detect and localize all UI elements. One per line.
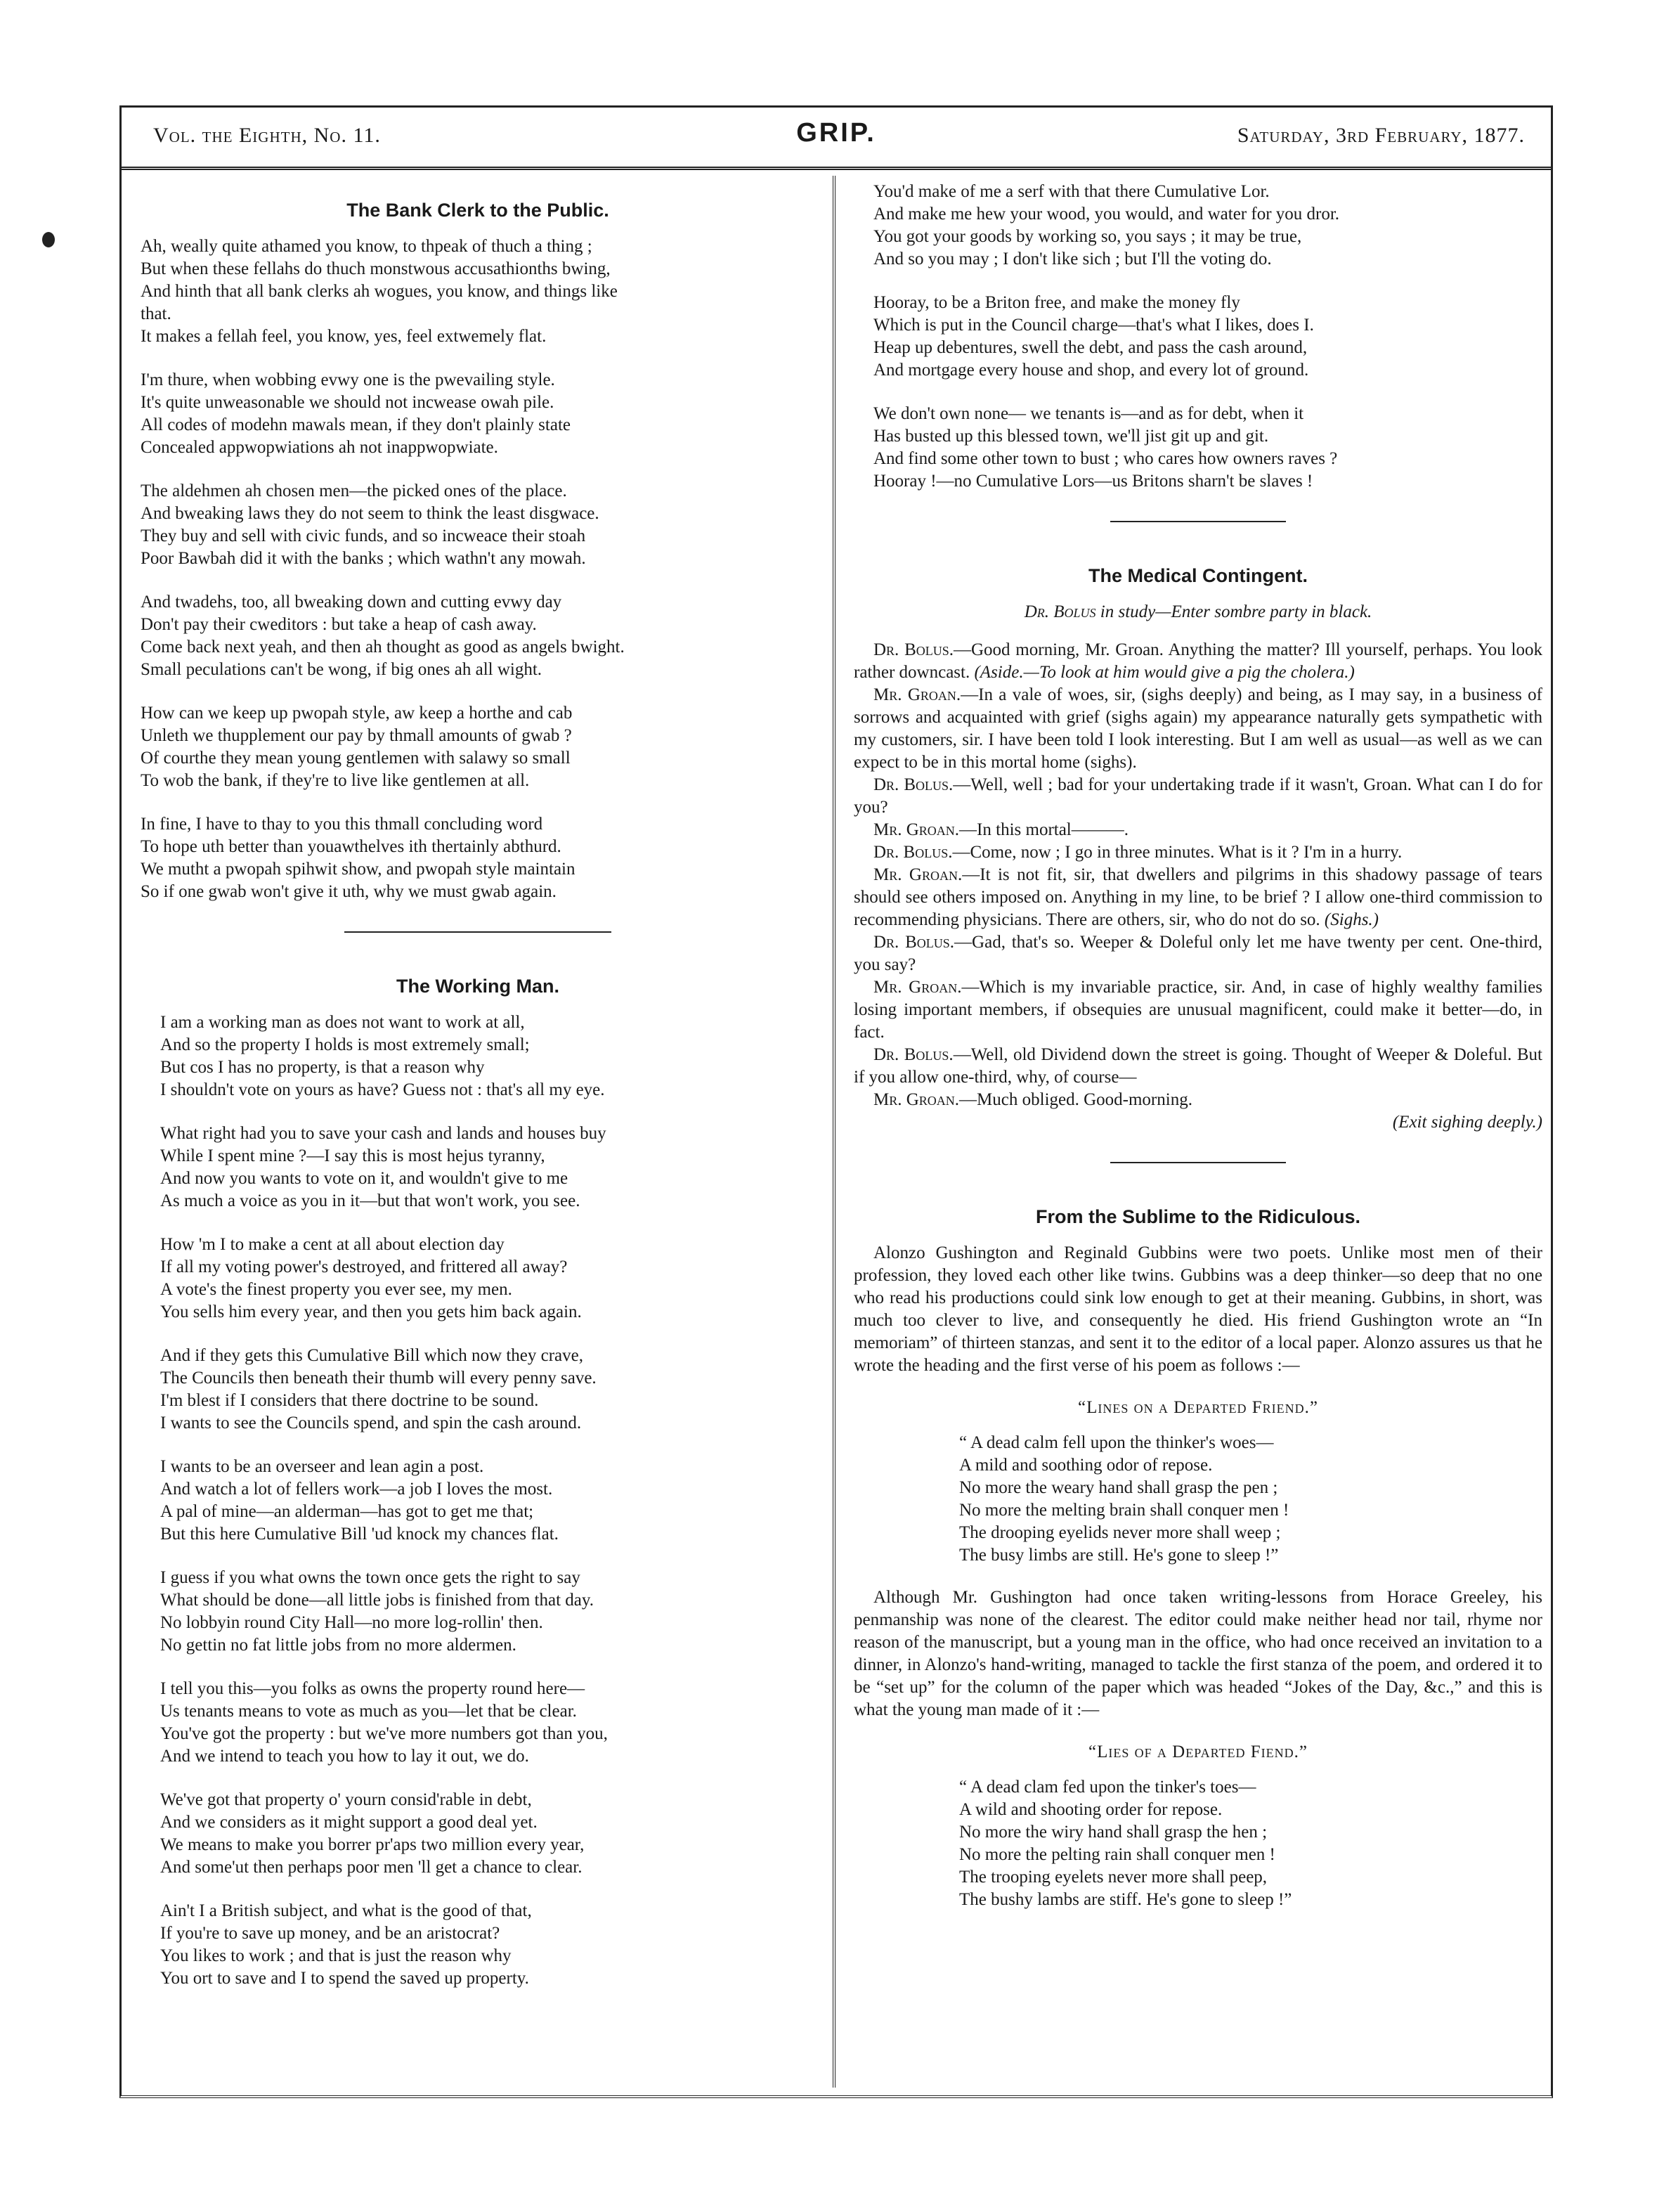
poem-line: The aldehmen ah chosen men—the picked ones of the place.: [141, 481, 567, 500]
poem-line: How can we keep up pwopah style, aw keep a horthe and cab: [141, 704, 573, 723]
poem-line: I wants to be an overseer and lean agin a post.: [160, 1457, 484, 1476]
speaker-name: Mr. Groan.: [873, 865, 963, 884]
right-column: [854, 182, 1542, 1931]
volume-number: Vol. the Eighth, No. 11.: [153, 124, 381, 147]
speaker-name: Dr. Bolus.: [873, 640, 954, 659]
poem-line: A mild and soothing odor of repose.: [959, 1456, 1213, 1475]
working-man-stanza: [854, 292, 1542, 382]
poem-line: Unleth we thupplement our pay by thmall amounts of gwab ?: [141, 726, 572, 745]
poem-line: Has busted up this blessed town, we'll jist git up and git.: [873, 427, 1269, 446]
margin-mark: [42, 232, 55, 247]
poem-line: No gettin no fat little jobs from no more aldermen.: [160, 1636, 516, 1655]
poem-line: I tell you this—you folks as owns the property round here—: [160, 1679, 585, 1698]
poem-line: No more the wiry hand shall grasp the hen ;: [959, 1823, 1268, 1842]
poem-line: Which is put in the Council charge—that's what I likes, does I.: [873, 316, 1314, 335]
masthead: [119, 105, 1553, 170]
poem-line: And we considers as it might support a good deal yet.: [160, 1813, 538, 1832]
working-man-stanza: [854, 181, 1542, 271]
poem-line: Heap up debentures, swell the debt, and pass the cash around,: [873, 338, 1308, 357]
exit-direction: (Exit sighing deeply.): [1392, 1113, 1542, 1132]
poem-line: I am a working man as does not want to work at all,: [160, 1013, 525, 1032]
poem-line: “ A dead clam fed upon the tinker's toes—: [959, 1778, 1256, 1797]
poem-line: And some'ut then perhaps poor men 'll get a chance to clear.: [160, 1858, 583, 1877]
section-rule: [344, 931, 611, 933]
working-man-stanza: [141, 1123, 815, 1212]
working-man-title: The Working Man.: [396, 976, 559, 997]
speaker-name: Mr. Groan.: [873, 685, 961, 704]
medical-dialogue: [854, 639, 1542, 1111]
stage-direction-text: in study—Enter sombre party in black.: [1095, 602, 1372, 621]
poem-line: But this here Cumulative Bill 'ud knock my chances flat.: [160, 1525, 559, 1544]
issue-date: Saturday, 3rd February, 1877.: [1237, 124, 1525, 147]
poem-line: They buy and sell with civic funds, and so incweace their stoah: [141, 526, 586, 545]
poem-line: I shouldn't vote on yours as have? Guess not : that's all my eye.: [160, 1080, 605, 1099]
poem-line: And mortgage every house and shop, and every lot of ground.: [873, 361, 1309, 380]
dialogue-text: —Gad, that's so. Weeper & Doleful only let me have twenty per cent. One-third, you say?: [854, 933, 1542, 974]
stage-aside: (Aside.—To look at him would give a pig the cholera.): [970, 663, 1355, 682]
dialogue-text: —It is not fit, sir, that dwellers and pilgrims in this shadowy passage of tears should see others imposed on. Anything in my line, to be brief ? I allow one-third commission to recommending physicians. There are others, sir, who do not do so.: [854, 865, 1542, 929]
poem-line: The bushy lambs are stiff. He's gone to sleep !”: [959, 1890, 1292, 1909]
dialogue-text: —In a vale of woes, sir, (sighs deeply) and being, as I may say, in a business of sorrows and acquainted with grief (sighs again) my appearance naturally gets sympathetic with my customers, sir. I have been told I look interesting. But I am well as usual—as well as we can expect to be in this mortal home (sighs).: [854, 685, 1542, 772]
poem-line: Ain't I a British subject, and what is the good of that,: [160, 1901, 532, 1920]
dialogue-line: [854, 1089, 1542, 1111]
speaker-name: Dr. Bolus.: [873, 1045, 954, 1064]
working-man-stanza: [854, 403, 1542, 493]
poem-line: You likes to work ; and that is just the reason why: [160, 1946, 512, 1965]
poem-line: We've got that property o' yourn consid'rable in debt,: [160, 1790, 532, 1809]
poem-line: that.: [141, 304, 171, 323]
bank-clerk-stanza: [141, 702, 815, 792]
poem2-title: “Lies of a Departed Fiend.”: [1088, 1742, 1308, 1761]
poem-line: We mutht a pwopah spihwit show, and pwopah style maintain: [141, 860, 576, 879]
poem-line: How 'm I to make a cent at all about election day: [160, 1235, 505, 1254]
poem-line: While I spent mine ?—I say this is most hejus tyranny,: [160, 1146, 545, 1165]
poem-line: The Councils then beneath their thumb will every penny save.: [160, 1369, 597, 1388]
poem-line: And twadehs, too, all bweaking down and cutting evwy day: [141, 593, 562, 612]
bank-clerk-stanza: [141, 369, 815, 459]
dialogue-line: [854, 639, 1542, 684]
poem-line: In fine, I have to thay to you this thmall concluding word: [141, 815, 543, 834]
poem-line: A wild and shooting order for repose.: [959, 1800, 1223, 1819]
poem-line: You ort to save and I to spend the saved up property.: [160, 1969, 529, 1988]
poem-line: Hooray, to be a Briton free, and make the money fly: [873, 293, 1240, 312]
poem-line: And so you may ; I don't like sich ; but I'll the voting do.: [873, 250, 1272, 269]
sublime-intro: Alonzo Gushington and Reginald Gubbins were two poets. Unlike most men of their profession, they loved each other like twins. Gubbins was a deep thinker—so deep that no one who read his productions could sink low enough to get at their meaning. Gubbins, in short, was much too clever to live, and consequently he died. His friend Gushington wrote an “In memoriam” of thirteen stanzas, and sent it to the editor of a local paper. Alonzo assures us that he wrote the heading and the first verse of his poem as follows :—: [854, 1243, 1542, 1375]
poem-line: The trooping eyelets never more shall peep,: [959, 1868, 1268, 1887]
dialogue-text: —Well, old Dividend down the street is going. Thought of Weeper & Doleful. But if you allow one-third, why, of course—: [854, 1045, 1542, 1087]
bank-clerk-stanza: [141, 591, 815, 681]
speaker-name: Dr. Bolus.: [873, 843, 953, 862]
poem-line: I'm blest if I considers that there doctrine to be sound.: [160, 1391, 539, 1410]
poem-line: I'm thure, when wobbing evwy one is the pwevailing style.: [141, 370, 555, 389]
dialogue-line: [854, 1044, 1542, 1089]
working-man-poem-continued: [854, 181, 1542, 493]
working-man-stanza: [141, 1789, 815, 1879]
poem-line: No lobbyin round City Hall—no more log-rollin' then.: [160, 1613, 543, 1632]
poem-line: Of courthe they mean young gentlemen with salawy so small: [141, 749, 571, 768]
poem-line: Us tenants means to vote as much as you—let that be clear.: [160, 1702, 577, 1721]
poem-line: If all my voting power's destroyed, and frittered all away?: [160, 1257, 568, 1276]
dialogue-line: [854, 931, 1542, 976]
poem-line: If you're to save up money, and be an aristocrat?: [160, 1924, 500, 1943]
poem-line: And bweaking laws they do not seem to think the least disgwace.: [141, 504, 599, 523]
publication-title: GRIP.: [796, 118, 876, 148]
bank-clerk-stanza: [141, 480, 815, 570]
poem-line: So if one gwab won't give it uth, why we must gwab again.: [141, 882, 557, 901]
medical-stage-direction: [854, 601, 1542, 623]
poem-line: What right had you to save your cash and lands and houses buy: [160, 1124, 606, 1143]
poem-line: It makes a fellah feel, you know, yes, feel extwemely flat.: [141, 327, 547, 346]
poem-line: It's quite unweasonable we should not incwease owah pile.: [141, 393, 554, 412]
poem-line: “ A dead calm fell upon the thinker's woes—: [959, 1433, 1274, 1452]
working-man-stanza: [141, 1234, 815, 1324]
poem-line: Small peculations can't be wong, if big ones ah all wight.: [141, 660, 542, 679]
poem-line: I guess if you what owns the town once gets the right to say: [160, 1568, 580, 1587]
speaker-name: Dr. Bolus.: [873, 775, 954, 794]
sublime-title: From the Sublime to the Ridiculous.: [1035, 1206, 1361, 1227]
poem-line: Hooray !—no Cumulative Lors—us Britons sharn't be slaves !: [873, 472, 1313, 491]
bank-clerk-stanza: [141, 813, 815, 903]
poem-line: Come back next yeah, and then ah thought as good as angels bwight.: [141, 638, 625, 657]
poem-line: The drooping eyelids never more shall weep ;: [959, 1523, 1281, 1542]
working-man-poem: [141, 1011, 815, 1990]
poem-line: No more the weary hand shall grasp the pen ;: [959, 1478, 1278, 1497]
speaker-name: Mr. Groan.: [873, 820, 960, 839]
dialogue-text: —Come, now ; I go in three minutes. What is it ? I'm in a hurry.: [952, 843, 1403, 862]
poem-line: We don't own none— we tenants is—and as for debt, when it: [873, 404, 1304, 423]
poem-line: You'd make of me a serf with that there Cumulative Lor.: [873, 182, 1270, 201]
working-man-stanza: [141, 1900, 815, 1990]
column-divider: [833, 176, 836, 2088]
bank-clerk-stanza: [141, 235, 815, 348]
poem-line: And watch a lot of fellers work—a job I loves the most.: [160, 1480, 553, 1499]
poem-line: And if they gets this Cumulative Bill which now they crave,: [160, 1346, 583, 1365]
poem-line: To hope uth better than youawthelves ith thertainly abthurd.: [141, 837, 561, 856]
dialogue-line: [854, 819, 1542, 841]
poem-line: And so the property I holds is most extremely small;: [160, 1035, 530, 1054]
poem-line: To wob the bank, if they're to live like gentlemen at all.: [141, 771, 530, 790]
dialogue-line: [854, 774, 1542, 819]
poem-line: But when these fellahs do thuch monstwous accusathionths bwing,: [141, 259, 611, 278]
dialogue-line: [854, 684, 1542, 774]
speaker-name: Mr. Groan.: [873, 978, 962, 997]
poem-line: No more the melting brain shall conquer men !: [959, 1501, 1289, 1520]
poem-line: You got your goods by working so, you says ; it may be true,: [873, 227, 1302, 246]
dialogue-text: —Well, well ; bad for your undertaking trade if it wasn't, Groan. What can I do for you?: [854, 775, 1542, 817]
dialogue-text: —In this mortal———.: [959, 820, 1129, 839]
poem-line: A vote's the finest property you ever see, my men.: [160, 1280, 512, 1299]
poem-line: But cos I has no property, is that a reason why: [160, 1058, 485, 1077]
poem-line: What should be done—all little jobs is finished from that day.: [160, 1591, 594, 1610]
medical-title: The Medical Contingent.: [1088, 565, 1308, 586]
poem-line: And now you wants to vote on it, and wouldn't give to me: [160, 1169, 568, 1188]
stage-aside: (Sighs.): [1320, 910, 1379, 929]
section-rule: [1110, 1162, 1286, 1163]
working-man-stanza: [141, 1456, 815, 1546]
poem-line: I wants to see the Councils spend, and spin the cash around.: [160, 1414, 582, 1432]
dialogue-text: —Which is my invariable practice, sir. And, in case of highly wealthy families losing important members, if obsequies are unusual magnificent, could make it better—do, in fact.: [854, 978, 1542, 1042]
poem-line: Ah, weally quite athamed you know, to thpeak of thuch a thing ;: [141, 237, 592, 256]
poem1-title: “Lines on a Departed Friend.”: [1078, 1398, 1318, 1417]
poem-line: And make me hew your wood, you would, and water for you dror.: [873, 205, 1340, 224]
working-man-stanza: [141, 1345, 815, 1435]
poem-line: You sells him every year, and then you gets him back again.: [160, 1302, 582, 1321]
poem-line: And we intend to teach you how to lay it out, we do.: [160, 1747, 529, 1766]
working-man-stanza: [141, 1678, 815, 1768]
poem-line: Don't pay their cweditors : but take a heap of cash away.: [141, 615, 537, 634]
dialogue-line: [854, 864, 1542, 931]
poem-line: You've got the property : but we've more numbers got than you,: [160, 1724, 608, 1743]
poem-line: As much a voice as you in it—but that won't work, you see.: [160, 1191, 580, 1210]
poem-line: The busy limbs are still. He's gone to sleep !”: [959, 1546, 1279, 1565]
poem-line: We means to make you borrer pr'aps two million every year,: [160, 1835, 585, 1854]
sublime-middle: Although Mr. Gushington had once taken writing-lessons from Horace Greeley, his penmanship was none of the clearest. The editor could make neither head nor tail, rhyme nor reason of the manuscript, but a young man in the office, who had once received an invitation to a dinner, in Alonzo's hand-writing, managed to tackle the first stanza of the poem, and ordered it to be “set up” for the column of the paper which was headed “Jokes of the Day, &c.,” and this is what the young man made of it :—: [854, 1588, 1542, 1719]
left-column: [141, 186, 815, 2011]
poem1: [959, 1432, 1542, 1567]
dialogue-line: [854, 841, 1542, 864]
poem-line: Poor Bawbah did it with the banks ; which wathn't any mowah.: [141, 549, 586, 568]
section-rule: [1110, 521, 1286, 522]
poem-line: And hinth that all bank clerks ah wogues, you know, and things like: [141, 282, 618, 301]
dialogue-text: —Good morning, Mr. Groan. Anything the matter? Ill yourself, perhaps. You look rather downcast.: [854, 640, 1542, 682]
stage-direction-name: Dr. Bolus: [1024, 602, 1096, 621]
working-man-stanza: [141, 1567, 815, 1657]
poem2: [959, 1776, 1542, 1911]
bank-clerk-title: The Bank Clerk to the Public.: [346, 200, 609, 221]
poem-line: All codes of modehn mawals mean, if they don't plainly state: [141, 415, 571, 434]
poem-line: And find some other town to bust ; who cares how owners raves ?: [873, 449, 1338, 468]
dialogue-line: [854, 976, 1542, 1044]
speaker-name: Dr. Bolus.: [873, 933, 955, 952]
dialogue-text: —Much obliged. Good-morning.: [959, 1090, 1192, 1109]
poem-line: No more the pelting rain shall conquer men !: [959, 1845, 1275, 1864]
speaker-name: Mr. Groan.: [873, 1090, 960, 1109]
bank-clerk-poem: [141, 235, 815, 903]
poem-line: Concealed appwopwiations ah not inappwopwiate.: [141, 438, 498, 457]
poem-line: A pal of mine—an alderman—has got to get me that;: [160, 1502, 534, 1521]
working-man-stanza: [141, 1011, 815, 1101]
